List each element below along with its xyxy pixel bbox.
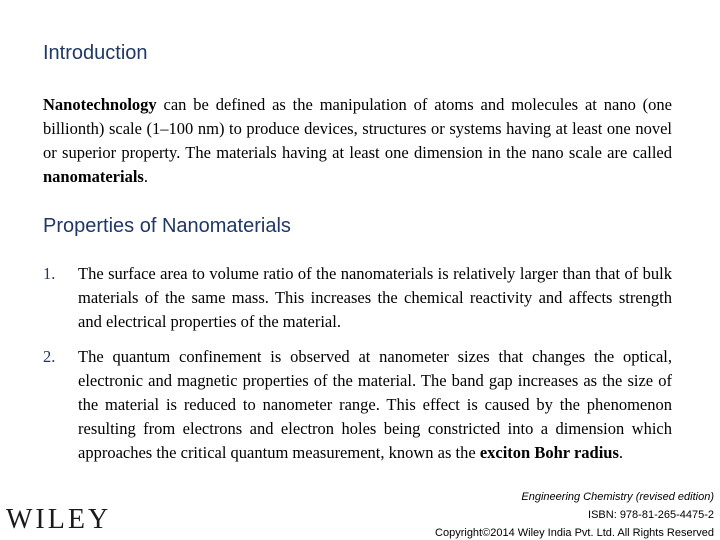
intro-paragraph <box>43 93 672 189</box>
list-item-text: The surface area to volume ratio of the nanomaterials is relatively larger than that of bulk materials of the same mass. This increases the chemical reactivity and affects strength and electrical properties of the material. <box>78 264 672 331</box>
isbn: ISBN: 978-81-265-4475-2 <box>588 509 714 521</box>
book-title: Engineering Chemistry (revised edition) <box>521 491 714 503</box>
list-item <box>43 262 672 334</box>
wiley-logo: WILEY <box>6 504 112 535</box>
properties-heading: Properties of Nanomaterials <box>43 215 291 237</box>
intro-heading: Introduction <box>43 42 148 64</box>
list-item-text-body: The quantum confinement is observed at nanometer sizes that changes the optical, electronic and magnetic properties of the material. The band gap increases as the size of the material is reduced to nanometer range. This effect is caused by the phenomenon resulting from electrons and electron holes being constricted into a dimension which approaches the critical quantum measurement, known as the <box>78 347 672 462</box>
list-item-text <box>78 345 672 465</box>
term-nanotechnology: Nanotechnology <box>43 95 157 114</box>
list-item-number: 2. <box>43 347 56 366</box>
intro-text-1: can be defined as the manipulation of atoms and molecules at nano (one billionth) scale (1–100 nm) to produce devices, structures or systems having at least one novel or superior property. The materials having at least one dimension in the nano scale are called <box>43 95 672 162</box>
footer <box>435 488 714 540</box>
list-item-number: 1. <box>43 264 56 283</box>
intro-text-2: . <box>143 167 148 186</box>
list-item <box>43 345 672 465</box>
list-item-text-tail: . <box>618 443 623 462</box>
copyright: Copyright©2014 Wiley India Pvt. Ltd. All Rights Reserved <box>435 527 714 539</box>
term-exciton-bohr-radius: exciton Bohr radius <box>479 443 619 462</box>
term-nanomaterials: nanomaterials <box>43 167 144 186</box>
